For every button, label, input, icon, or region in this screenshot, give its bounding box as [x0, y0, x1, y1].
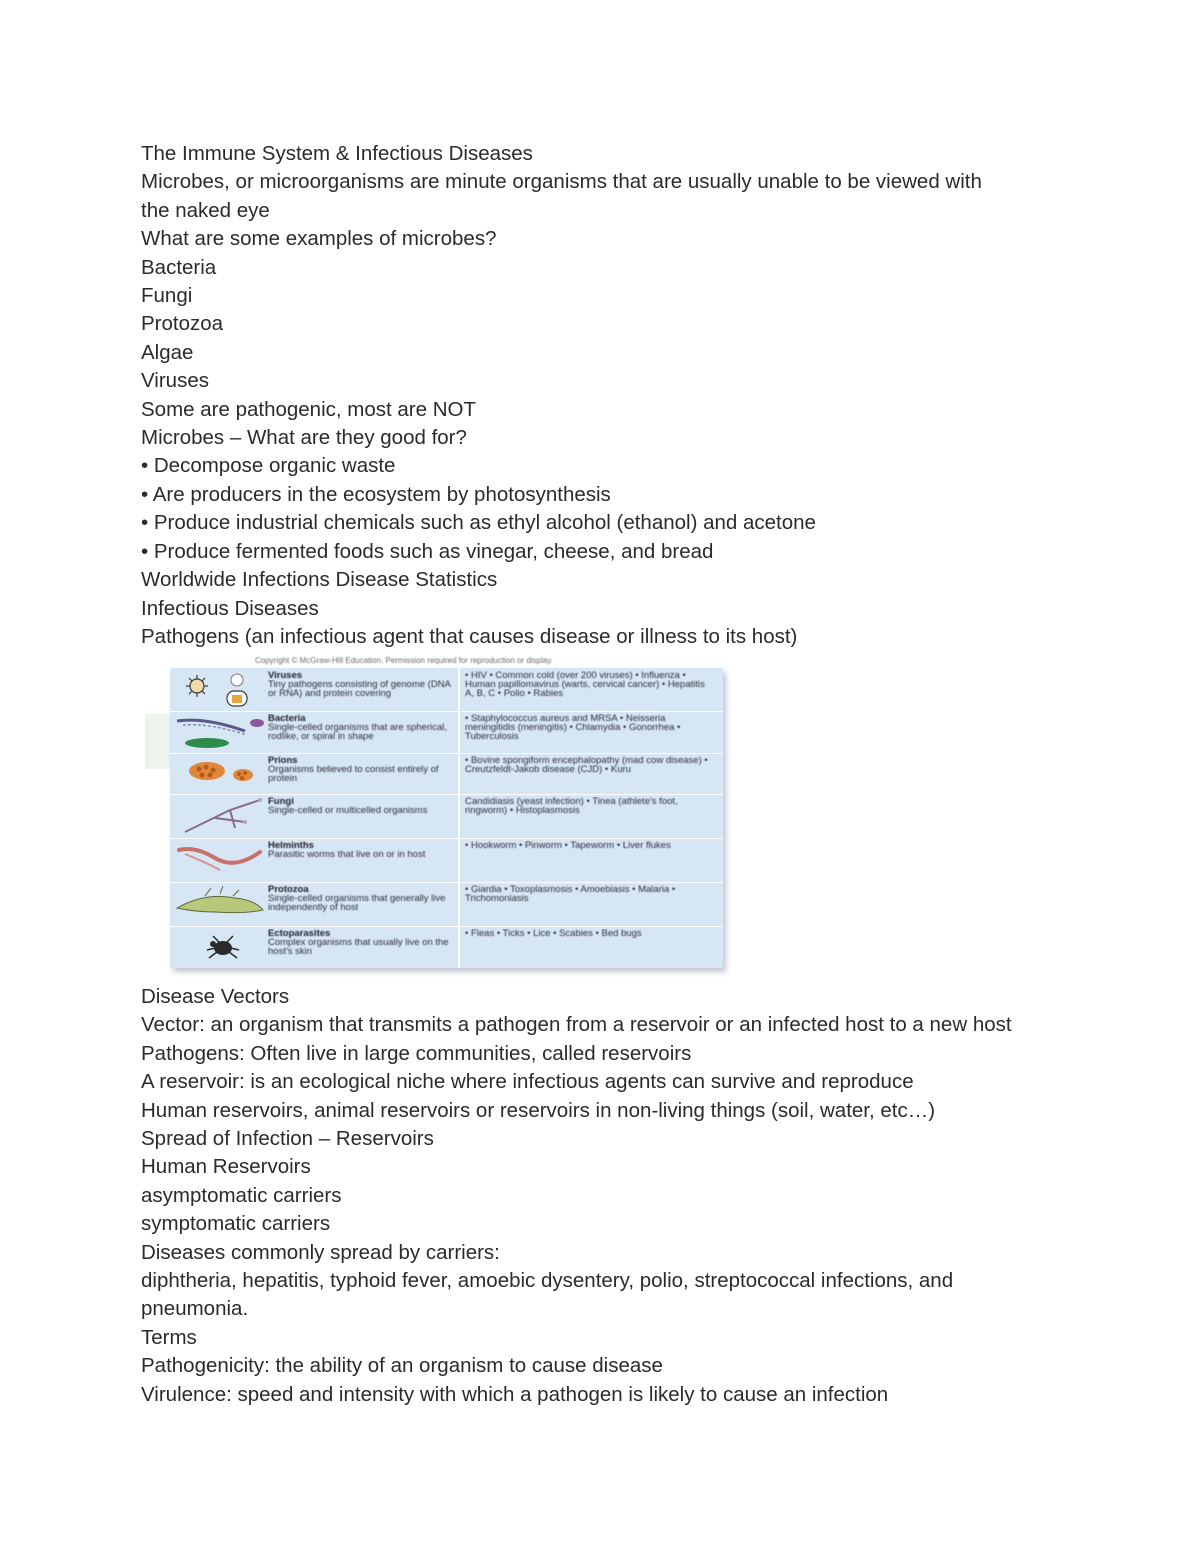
- text-line: Diseases commonly spread by carriers:: [141, 1240, 500, 1264]
- pathogen-name-cell: Ectoparasites Complex organisms that usually live on the host's skin: [268, 928, 449, 957]
- text-line: Microbes – What are they good for?: [141, 426, 467, 450]
- text-line: Pathogens: Often live in large communities, called reservoirs: [141, 1041, 692, 1065]
- text-line: diphtheria, hepatitis, typhoid fever, amoebic dysentery, polio, streptococcal infections, and: [141, 1269, 954, 1293]
- figure-caption: Copyright © McGraw-Hill Education. Permission required for reproduction or display.: [255, 656, 553, 665]
- bullet-line: • Decompose organic waste: [141, 454, 396, 478]
- pathogen-name-cell: Viruses Tiny pathogens consisting of genome (DNA or RNA) and protein covering: [268, 670, 451, 699]
- text-line: Microbes, or microorganisms are minute organisms that are usually unable to be viewed with: [141, 170, 982, 194]
- pathogen-examples-cell: • Staphylococcus aureus and MRSA • Neisseria meningitidis (meningitis) • Chlamydia • Gonorrhea • Tuberculosis: [465, 713, 681, 742]
- text-line: What are some examples of microbes?: [141, 227, 497, 251]
- document-title: The Immune System & Infectious Diseases: [141, 142, 533, 165]
- pathogen-examples-cell: • HIV • Common cold (over 200 viruses) • Influenza • Human papillomavirus (warts, cervical cancer) • Hepatitis A, B, C • Polio • Rabies: [465, 670, 705, 699]
- table-row: [170, 794, 723, 839]
- pathogen-table: [170, 668, 723, 968]
- text-block-bottom: [141, 983, 1081, 1409]
- pathogen-name-cell: Helminths Parasitic worms that live on or in host: [268, 840, 426, 860]
- text-line: Worldwide Infections Disease Statistics: [141, 568, 498, 592]
- pathogen-name-cell: Prions Organisms believed to consist entirely of protein: [268, 755, 439, 784]
- pathogen-name-cell: Protozoa Single-celled organisms that generally live independently of host: [268, 884, 446, 913]
- text-line: Protozoa: [141, 312, 224, 336]
- text-line: Vector: an organism that transmits a pathogen from a reservoir or an infected host to a new host: [141, 1013, 1012, 1037]
- bullet-line: • Are producers in the ecosystem by photosynthesis: [141, 482, 611, 506]
- pathogen-examples-cell: • Bovine spongiform encephalopathy (mad cow disease) • Creutzfeldt-Jakob disease (CJD) • Kuru: [465, 755, 708, 775]
- table-row: [170, 926, 723, 968]
- text-line: Infectious Diseases: [141, 596, 319, 620]
- bullet-line: • Produce fermented foods such as vinegar, cheese, and bread: [141, 539, 714, 563]
- protozoa-icon: [175, 886, 265, 922]
- text-line: A reservoir: is an ecological niche where infectious agents can survive and reproduce: [141, 1070, 914, 1094]
- pathogen-examples-cell: • Hookworm • Pinworm • Tapeworm • Liver flukes: [465, 840, 671, 851]
- pathogen-name-cell: Bacteria Single-celled organisms that are spherical, rodlike, or spiral in shape: [268, 713, 448, 742]
- figure-edge-strip: [145, 714, 173, 769]
- text-line: the naked eye: [141, 198, 270, 222]
- bullet-line: • Produce industrial chemicals such as ethyl alcohol (ethanol) and acetone: [141, 511, 816, 535]
- text-line: Viruses: [141, 369, 209, 393]
- pathogen-examples-cell: Candidiasis (yeast infection) • Tinea (athlete's foot, ringworm) • Histoplasmosis: [465, 796, 678, 816]
- pathogen-table-figure: [145, 656, 730, 972]
- tick-icon: [175, 930, 265, 966]
- text-line: Algae: [141, 340, 194, 364]
- text-line: Bacteria: [141, 255, 217, 279]
- pathogen-name-cell: Fungi Single-celled or multicelled organisms: [268, 796, 428, 816]
- text-line: asymptomatic carriers: [141, 1183, 342, 1207]
- pathogen-examples-cell: • Giardia • Toxoplasmosis • Amoebiasis • Malaria • Trichomoniasis: [465, 884, 676, 904]
- text-line: Human reservoirs, animal reservoirs or reservoirs in non-living things (soil, water, etc…): [141, 1098, 936, 1122]
- text-line: Terms: [141, 1325, 197, 1349]
- text-line: Spread of Infection – Reservoirs: [141, 1127, 434, 1151]
- text-block-top: [141, 140, 1081, 651]
- table-row: [170, 882, 723, 927]
- text-line: Virulence: speed and intensity with which a pathogen is likely to cause an infection: [141, 1382, 889, 1406]
- text-line: Some are pathogenic, most are NOT: [141, 397, 476, 421]
- table-row: [170, 753, 723, 795]
- text-line: pneumonia.: [141, 1297, 249, 1321]
- table-row: [170, 838, 723, 883]
- text-line: Pathogens (an infectious agent that causes disease or illness to its host): [141, 624, 798, 648]
- bacteria-icon: [175, 715, 265, 751]
- section-heading: Disease Vectors: [141, 985, 290, 1008]
- worm-icon: [175, 842, 265, 878]
- text-line: Human Reservoirs: [141, 1155, 311, 1179]
- text-line: symptomatic carriers: [141, 1212, 331, 1236]
- fungi-icon: [175, 798, 265, 834]
- text-line: Fungi: [141, 284, 193, 308]
- table-row: [170, 711, 723, 754]
- table-row: [170, 668, 723, 712]
- virus-icon: [175, 672, 265, 708]
- pathogen-examples-cell: • Fleas • Ticks • Lice • Scabies • Bed bugs: [465, 928, 642, 939]
- text-line: Pathogenicity: the ability of an organism to cause disease: [141, 1354, 663, 1378]
- prion-icon: [175, 757, 265, 793]
